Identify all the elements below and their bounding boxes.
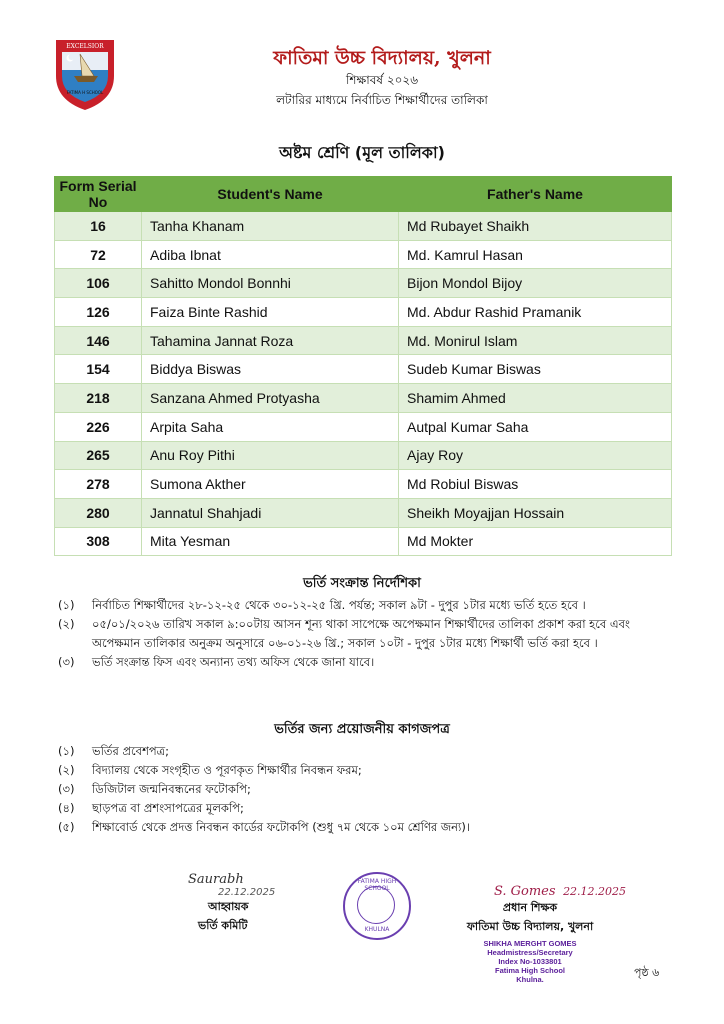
list-item bbox=[58, 596, 678, 615]
column-header-student: Student's Name bbox=[142, 177, 399, 212]
item-number: (২) bbox=[58, 617, 75, 631]
item-number: (১) bbox=[58, 598, 75, 612]
list-item bbox=[58, 780, 678, 799]
column-header-father: Father's Name bbox=[399, 177, 672, 212]
item-text: ভর্তি সংক্রান্ত ফিস এবং অন্যান্য তথ্য অফিস থেকে জানা যাবে। bbox=[92, 655, 375, 669]
school-name: ফাতিমা উচ্চ বিদ্যালয়, খুলনা bbox=[273, 47, 491, 69]
student-name-cell: Arpita Saha bbox=[142, 412, 399, 441]
list-item bbox=[58, 761, 678, 780]
father-name-cell: Sheikh Moyajjan Hossain bbox=[399, 498, 672, 527]
list-subtitle: লটারির মাধ্যমে নির্বাচিত শিক্ষার্থীদের তালিকা bbox=[276, 93, 488, 107]
seal-line: Index No-1033801 bbox=[498, 957, 562, 966]
serial-cell: 16 bbox=[55, 212, 142, 241]
academic-year: শিক্ষাবর্ষ ২০২৬ bbox=[345, 73, 419, 87]
table-row bbox=[55, 441, 672, 470]
father-name-cell: Md Rubayet Shaikh bbox=[399, 212, 672, 241]
convener-signature-block bbox=[188, 872, 275, 936]
student-name-cell: Jannatul Shahjadi bbox=[142, 498, 399, 527]
item-number: (৩) bbox=[58, 655, 75, 669]
item-text: বিদ্যালয় থেকে সংগৃহীত ও পূরণকৃত শিক্ষার্থীর নিবন্ধন ফরম; bbox=[92, 763, 362, 777]
item-number: (৩) bbox=[58, 782, 75, 796]
student-name-cell: Tanha Khanam bbox=[142, 212, 399, 241]
serial-cell: 265 bbox=[55, 441, 142, 470]
documents-title: ভর্তির জন্য প্রয়োজনীয় কাগজপত্র bbox=[274, 722, 450, 737]
table-header-row bbox=[55, 177, 672, 212]
serial-cell: 72 bbox=[55, 240, 142, 269]
table-row bbox=[55, 269, 672, 298]
father-name-cell: Bijon Mondol Bijoy bbox=[399, 269, 672, 298]
school-stamp-icon bbox=[343, 872, 411, 940]
headmistress-signature: S. Gomes bbox=[493, 884, 556, 899]
father-name-cell: Md. Monirul Islam bbox=[399, 326, 672, 355]
svg-text:EXCELSIOR: EXCELSIOR bbox=[66, 43, 104, 50]
father-name-cell: Md. Abdur Rashid Pramanik bbox=[399, 298, 672, 327]
stamp-text: FATIMA HIGH SCHOOL bbox=[357, 878, 397, 892]
serial-cell: 280 bbox=[55, 498, 142, 527]
item-text: ছাড়পত্র বা প্রশংসাপত্রের মূলকপি; bbox=[92, 801, 244, 815]
table-row bbox=[55, 326, 672, 355]
column-header-serial: Form Serial No bbox=[55, 177, 142, 212]
headmistress-signature-block bbox=[430, 884, 630, 984]
student-name-cell: Adiba Ibnat bbox=[142, 240, 399, 269]
table-row bbox=[55, 298, 672, 327]
convener-signature: Saurabh bbox=[188, 872, 244, 887]
seal-line: Headmistress/Secretary bbox=[487, 948, 573, 957]
svg-text:FATIMA H SCHOOL: FATIMA H SCHOOL bbox=[66, 90, 104, 95]
item-text: ডিজিটাল জন্মনিবন্ধনের ফটোকপি; bbox=[92, 782, 251, 796]
item-number: (৫) bbox=[58, 820, 75, 834]
documents-list bbox=[58, 742, 678, 837]
father-name-cell: Md. Kamrul Hasan bbox=[399, 240, 672, 269]
table-row bbox=[55, 240, 672, 269]
list-item bbox=[58, 799, 678, 818]
convener-signature-date: 22.12.2025 bbox=[218, 887, 276, 898]
guidelines-title: ভর্তি সংক্রান্ত নির্দেশিকা bbox=[303, 576, 421, 591]
seal-line: SHIKHA MERGHT GOMES bbox=[483, 939, 577, 948]
student-name-cell: Tahamina Jannat Roza bbox=[142, 326, 399, 355]
list-item bbox=[58, 615, 678, 653]
serial-cell: 278 bbox=[55, 470, 142, 499]
convener-role: আহ্বায়ক bbox=[208, 900, 249, 913]
father-name-cell: Sudeb Kumar Biswas bbox=[399, 355, 672, 384]
table-row bbox=[55, 412, 672, 441]
serial-cell: 308 bbox=[55, 527, 142, 556]
student-name-cell: Sumona Akther bbox=[142, 470, 399, 499]
item-text: ভর্তির প্রবেশপত্র; bbox=[92, 744, 170, 758]
table-row bbox=[55, 212, 672, 241]
page-number: পৃষ্ঠ ৬ bbox=[634, 966, 660, 979]
serial-cell: 106 bbox=[55, 269, 142, 298]
item-text: শিক্ষাবোর্ড থেকে প্রদত্ত নিবন্ধন কার্ডের ফটোকপি (শুধু ৭ম থেকে ১০ম শ্রেণির জন্য)। bbox=[92, 820, 470, 834]
student-name-cell: Anu Roy Pithi bbox=[142, 441, 399, 470]
student-name-cell: Biddya Biswas bbox=[142, 355, 399, 384]
class-title: অষ্টম শ্রেণি (মূল তালিকা) bbox=[279, 143, 445, 162]
item-number: (১) bbox=[58, 744, 75, 758]
admission-committee: ভর্তি কমিটি bbox=[198, 919, 248, 932]
item-text: নির্বাচিত শিক্ষার্থীদের ২৮-১২-২৫ থেকে ৩০-১২-২৫ খ্রি. পর্যন্ত; সকাল ৯টা - দুপুর ১টার মধ্যে ভর্তি হতে হবে । bbox=[92, 598, 586, 612]
serial-cell: 226 bbox=[55, 412, 142, 441]
table-row bbox=[55, 498, 672, 527]
father-name-cell: Autpal Kumar Saha bbox=[399, 412, 672, 441]
item-number: (৪) bbox=[58, 801, 75, 815]
father-name-cell: Md Mokter bbox=[399, 527, 672, 556]
father-name-cell: Shamim Ahmed bbox=[399, 384, 672, 413]
stamp-city: KHULNA bbox=[364, 926, 390, 933]
table-row bbox=[55, 470, 672, 499]
headmistress-school: ফাতিমা উচ্চ বিদ্যালয়, খুলনা bbox=[466, 920, 594, 933]
list-item bbox=[58, 653, 678, 672]
student-name-cell: Mita Yesman bbox=[142, 527, 399, 556]
serial-cell: 154 bbox=[55, 355, 142, 384]
seal-line: Khulna. bbox=[516, 975, 544, 984]
serial-cell: 218 bbox=[55, 384, 142, 413]
student-name-cell: Faiza Binte Rashid bbox=[142, 298, 399, 327]
serial-cell: 146 bbox=[55, 326, 142, 355]
headmistress-role: প্রধান শিক্ষক bbox=[502, 901, 558, 914]
student-list-table bbox=[54, 176, 672, 556]
table-row bbox=[55, 384, 672, 413]
headmistress-seal bbox=[430, 939, 630, 984]
student-name-cell: Sahitto Mondol Bonnhi bbox=[142, 269, 399, 298]
table-row bbox=[55, 527, 672, 556]
table-row bbox=[55, 355, 672, 384]
student-name-cell: Sanzana Ahmed Protyasha bbox=[142, 384, 399, 413]
serial-cell: 126 bbox=[55, 298, 142, 327]
father-name-cell: Md Robiul Biswas bbox=[399, 470, 672, 499]
seal-line: Fatima High School bbox=[494, 966, 565, 975]
list-item bbox=[58, 818, 678, 837]
item-number: (২) bbox=[58, 763, 75, 777]
father-name-cell: Ajay Roy bbox=[399, 441, 672, 470]
item-text: ০৫/০১/২০২৬ তারিখ সকাল ৯:০০টায় আসন শূন্য থাকা সাপেক্ষে অপেক্ষমান শিক্ষার্থীদের তালিকা প্রকাশ করা হবে এবং অপেক্ষমান তালিকার অনুক্রম অনুসারে ০৬-০১-২৬ খ্রি.; সকাল ১০টা - দুপুর ১টার মধ্যে শিক্ষার্থী ভর্তি করা হবে । bbox=[92, 617, 630, 650]
list-item bbox=[58, 742, 678, 761]
guidelines-list bbox=[58, 596, 678, 672]
headmistress-signature-date: 22.12.2025 bbox=[563, 885, 627, 898]
